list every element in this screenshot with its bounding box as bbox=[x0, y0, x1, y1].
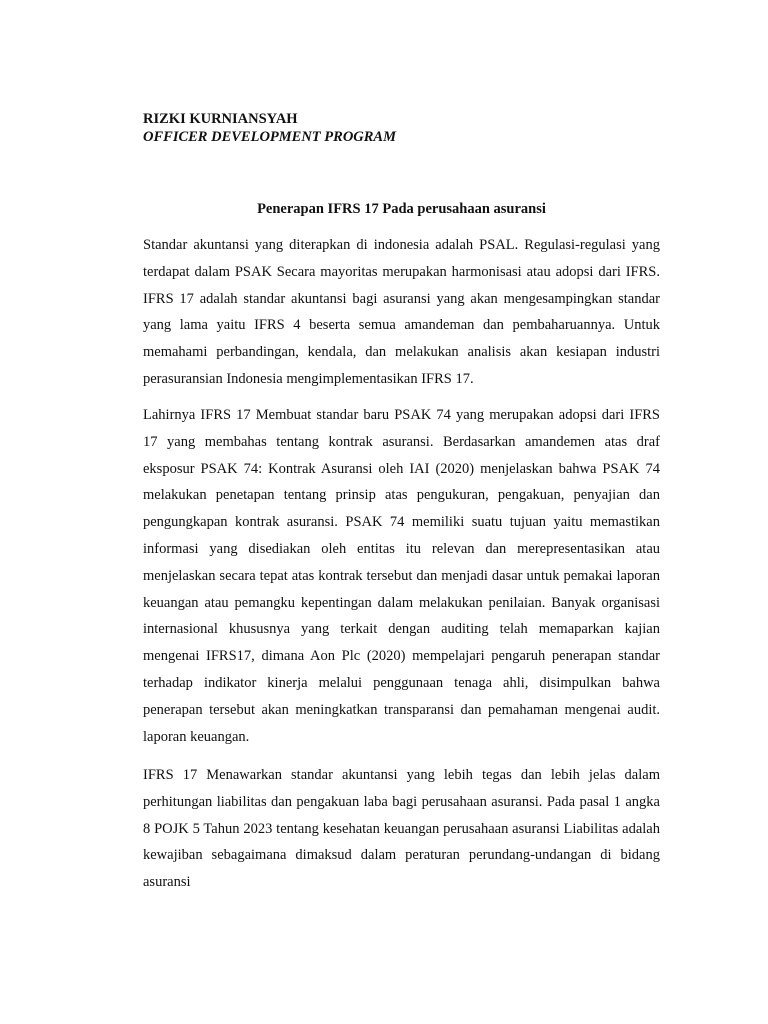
document-title: Penerapan IFRS 17 Pada perusahaan asuransi bbox=[257, 201, 546, 217]
author-block bbox=[143, 110, 396, 146]
author-name: RIZKI KURNIANSYAH bbox=[143, 111, 298, 127]
paragraph-1: Standar akuntansi yang diterapkan di indonesia adalah PSAL. Regulasi-regulasi yang terdapat dalam PSAK Secara mayoritas merupakan harmonisasi atau adopsi dari IFRS. IFRS 17 adalah standar akuntansi bagi asuransi yang akan mengesampingkan standar yang lama yaitu IFRS 4 beserta semua amandeman dan pembaharuannya. Untuk memahami perbandingan, kendala, dan melakukan analisis akan kesiapan industri perasuransian Indonesia mengimplementasikan IFRS 17. bbox=[143, 237, 660, 387]
author-program: OFFICER DEVELOPMENT PROGRAM bbox=[143, 129, 396, 145]
paragraph-2: Lahirnya IFRS 17 Membuat standar baru PSAK 74 yang merupakan adopsi dari IFRS 17 yang membahas tentang kontrak asuransi. Berdasarkan amandemen atas draf eksposur PSAK 74: Kontrak Asuransi oleh IAI (2020) menjelaskan bahwa PSAK 74 melakukan penetapan tentang prinsip atas pengukuran, pengakuan, penyajian dan pengungkapan kontrak asuransi. PSAK 74 memiliki suatu tujuan yaitu memastikan informasi yang disediakan oleh entitas itu relevan dan merepresentasikan atau menjelaskan secara tepat atas kontrak tersebut dan menjadi dasar untuk pemakai laporan keuangan atau pemangku kepentingan dalam melakukan penilaian. Banyak organisasi internasional khususnya yang terkait dengan auditing telah memaparkan kajian mengenai IFRS17, dimana Aon Plc (2020) mempelajari pengaruh penerapan standar terhadap indikator kinerja melalui penggunaan tenaga ahli, disimpulkan bahwa penerapan tersebut akan meningkatkan transparansi dan pemahaman mengenai audit. laporan keuangan. bbox=[143, 407, 660, 745]
paragraph-3: IFRS 17 Menawarkan standar akuntansi yang lebih tegas dan lebih jelas dalam perhitungan liabilitas dan pengakuan laba bagi perusahaan asuransi. Pada pasal 1 angka 8 POJK 5 Tahun 2023 tentang kesehatan keuangan perusahaan asuransi Liabilitas adalah kewajiban sebagaimana dimaksud dalam peraturan perundang-undangan di bidang asuransi bbox=[143, 767, 660, 891]
